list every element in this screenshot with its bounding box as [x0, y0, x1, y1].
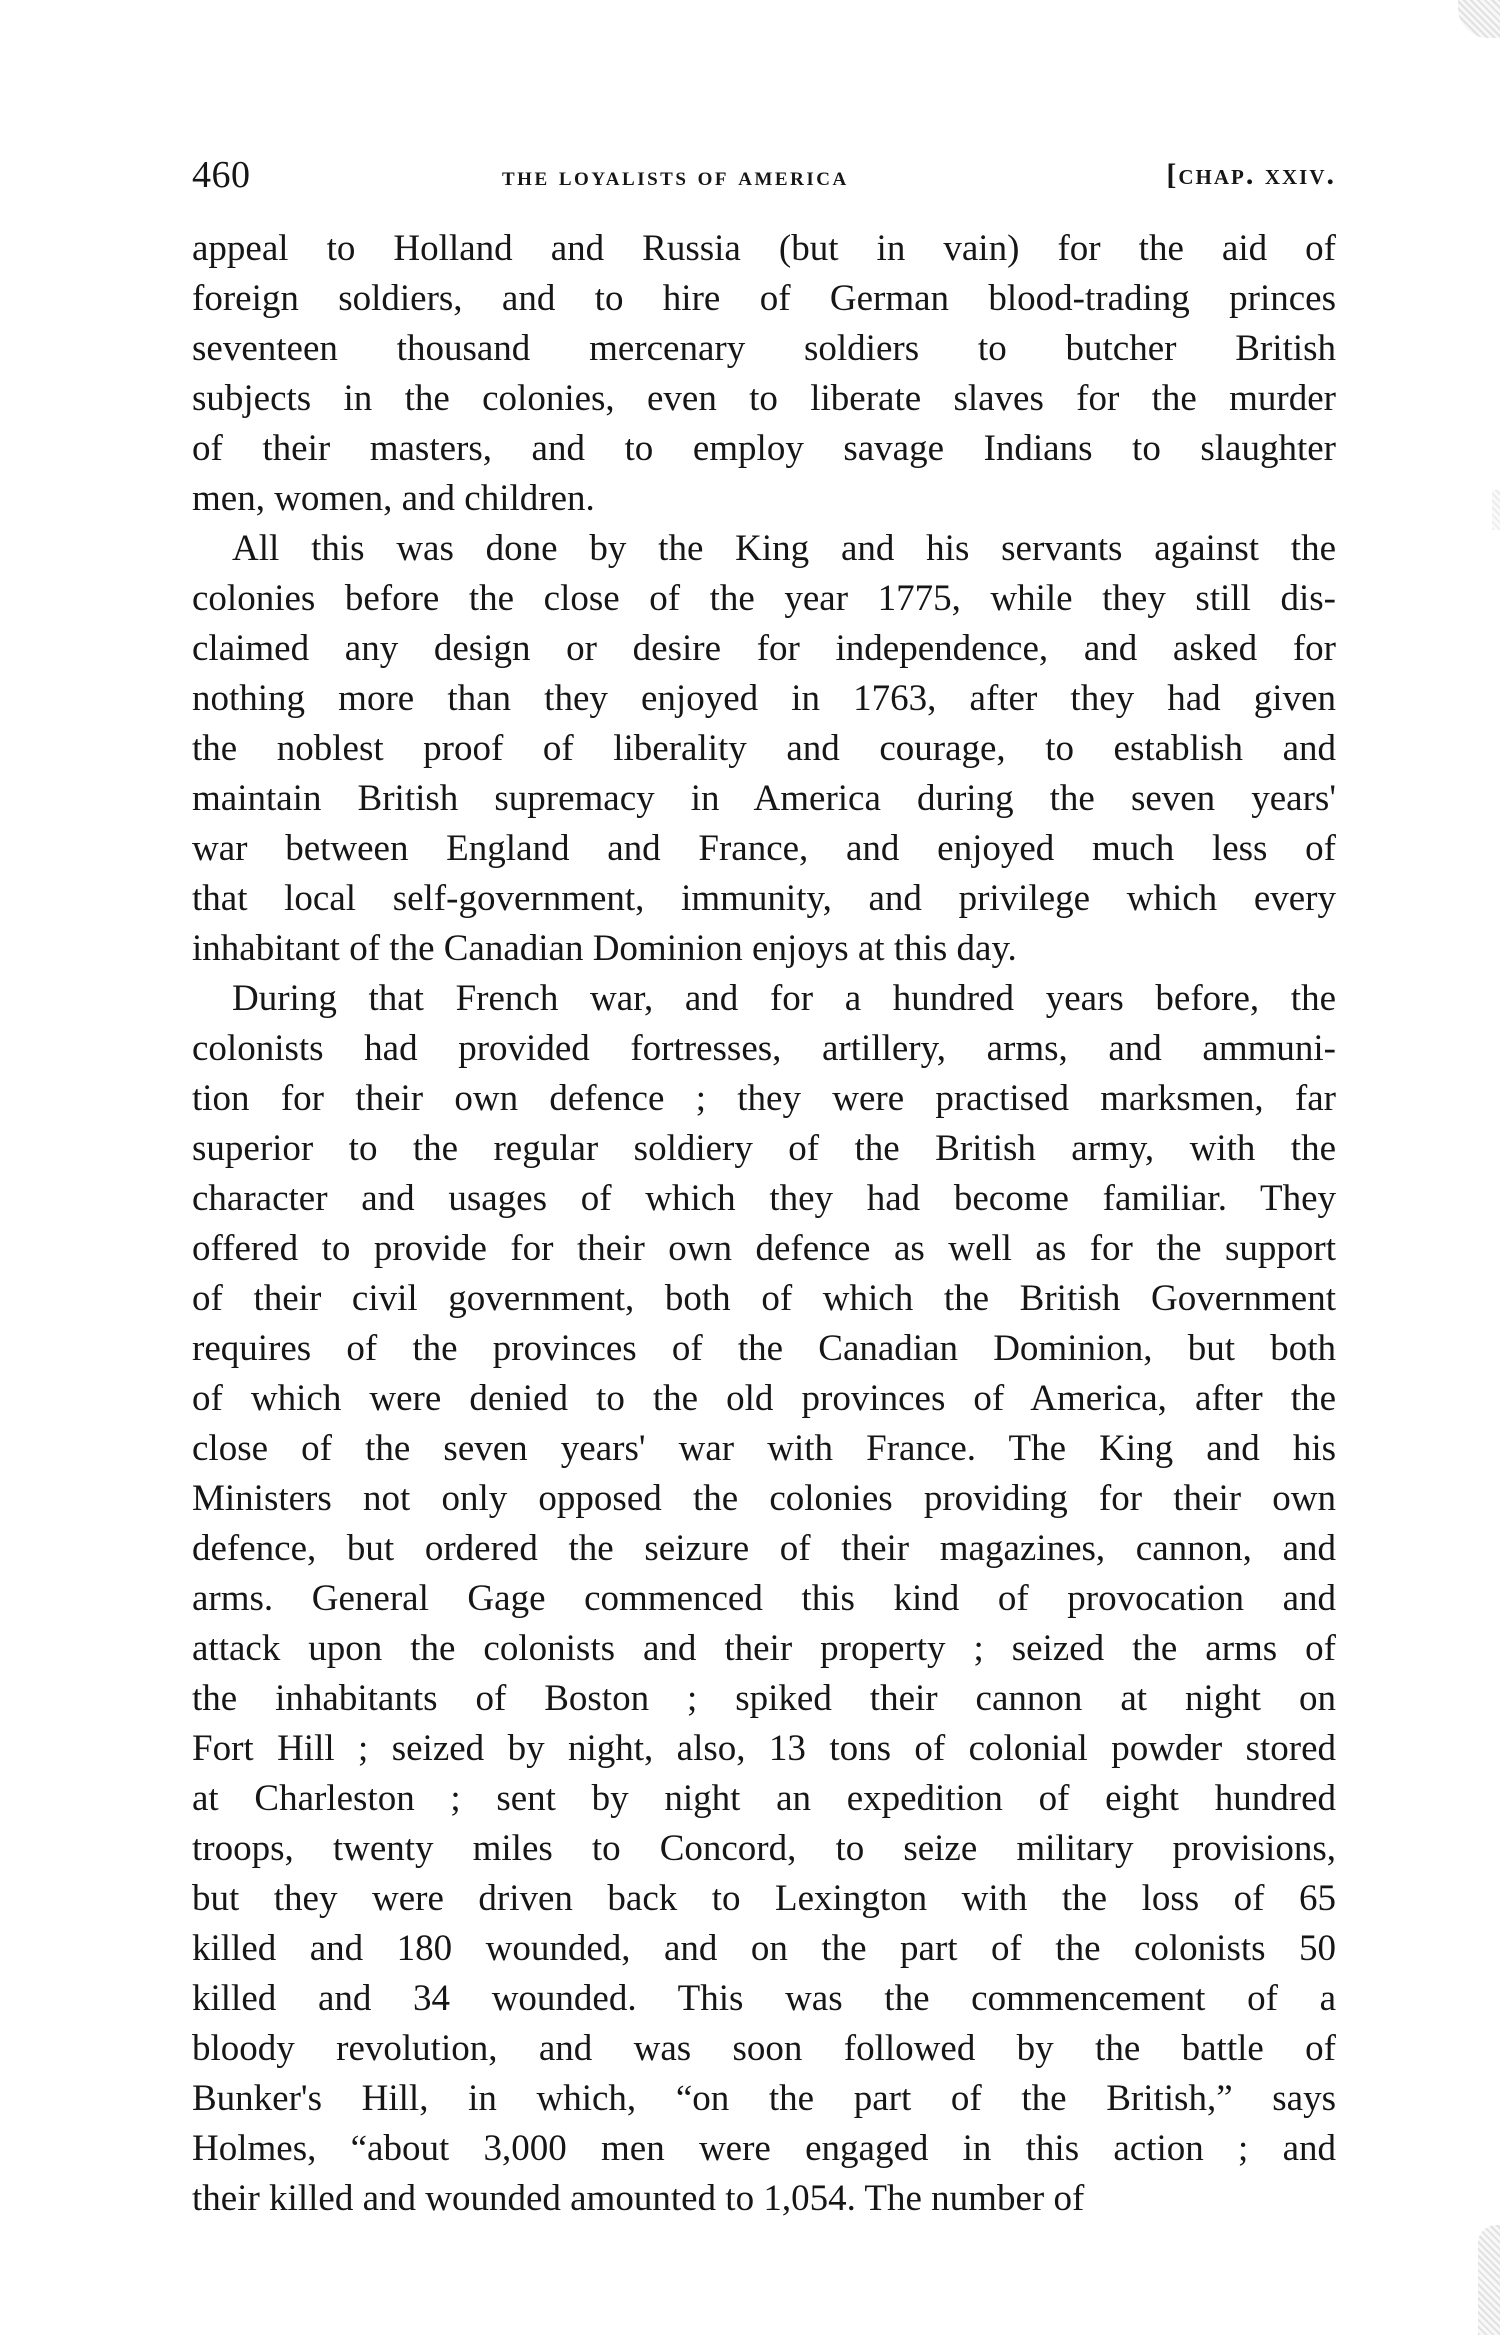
text-line: arms. General Gage commenced this kind of provocation and — [192, 1578, 1336, 1619]
text-line: troops, twenty miles to Concord, to seize military provisions, — [192, 1828, 1336, 1869]
text-line: subjects in the colonies, even to liberate slaves for the murder — [192, 378, 1336, 419]
text-line: bloody revolution, and was soon followed by the battle of — [192, 2028, 1336, 2069]
chapter-reference: [chap. xxiv. — [1166, 158, 1336, 191]
text-line: their killed and wounded amounted to 1,054. The number of — [192, 2178, 1085, 2219]
text-line: war between England and France, and enjoyed much less of — [192, 828, 1336, 869]
text-line: at Charleston ; sent by night an expedition of eight hundred — [192, 1778, 1336, 1819]
text-line: seventeen thousand mercenary soldiers to butcher British — [192, 328, 1336, 369]
text-line: superior to the regular soldiery of the British army, with the — [192, 1128, 1336, 1169]
text-line: attack upon the colonists and their property ; seized the arms of — [192, 1628, 1336, 1669]
text-line: offered to provide for their own defence as well as for the support — [192, 1228, 1336, 1269]
text-line: defence, but ordered the seizure of their magazines, cannon, and — [192, 1528, 1336, 1569]
running-head — [192, 150, 1336, 200]
text-line: killed and 34 wounded. This was the commencement of a — [192, 1978, 1336, 2019]
text-line: nothing more than they enjoyed in 1763, after they had given — [192, 678, 1336, 719]
text-line: that local self-government, immunity, and privilege which every — [192, 878, 1336, 919]
text-line: but they were driven back to Lexington with the loss of 65 — [192, 1878, 1336, 1919]
text-line: killed and 180 wounded, and on the part of the colonists 50 — [192, 1928, 1336, 1969]
text-line: of which were denied to the old provinces of America, after the — [192, 1378, 1336, 1419]
text-line: requires of the provinces of the Canadian Dominion, but both — [192, 1328, 1336, 1369]
text-line: the inhabitants of Boston ; spiked their cannon at night on — [192, 1678, 1336, 1719]
text-line: foreign soldiers, and to hire of German blood-trading princes — [192, 278, 1336, 319]
scan-edge-top-right — [1458, 0, 1500, 38]
scan-edge-bottom-right — [1478, 2225, 1500, 2335]
text-line: character and usages of which they had become familiar. They — [192, 1178, 1336, 1219]
text-line: of their civil government, both of which the British Government — [192, 1278, 1336, 1319]
text-line: men, women, and children. — [192, 478, 595, 519]
body-text — [192, 224, 1336, 2224]
text-line: close of the seven years' war with France. The King and his — [192, 1428, 1336, 1469]
text-line: Bunker's Hill, in which, “on the part of the British,” says — [192, 2078, 1336, 2119]
text-line: inhabitant of the Canadian Dominion enjoys at this day. — [192, 928, 1017, 969]
scan-edge-mid-right — [1492, 490, 1500, 530]
text-line: All this was done by the King and his servants against the — [232, 528, 1336, 569]
text-line: tion for their own defence ; they were practised marksmen, far — [192, 1078, 1336, 1119]
paragraph — [192, 524, 1336, 974]
page-number: 460 — [192, 154, 251, 196]
text-line: Ministers not only opposed the colonies providing for their own — [192, 1478, 1336, 1519]
text-line: appeal to Holland and Russia (but in vain) for the aid of — [192, 228, 1336, 269]
text-line: Holmes, “about 3,000 men were engaged in this action ; and — [192, 2128, 1336, 2169]
text-line: colonies before the close of the year 1775, while they still dis- — [192, 578, 1336, 619]
text-line: maintain British supremacy in America during the seven years' — [192, 778, 1336, 819]
text-line: of their masters, and to employ savage Indians to slaughter — [192, 428, 1336, 469]
text-line: claimed any design or desire for independence, and asked for — [192, 628, 1336, 669]
paragraph — [192, 224, 1336, 524]
paragraph — [192, 974, 1336, 2224]
text-line: Fort Hill ; seized by night, also, 13 tons of colonial powder stored — [192, 1728, 1336, 1769]
text-line: During that French war, and for a hundred years before, the — [232, 978, 1336, 1019]
text-line: the noblest proof of liberality and courage, to establish and — [192, 728, 1336, 769]
running-title: the loyalists of america — [502, 161, 849, 191]
text-line: colonists had provided fortresses, artillery, arms, and ammuni- — [192, 1028, 1336, 1069]
